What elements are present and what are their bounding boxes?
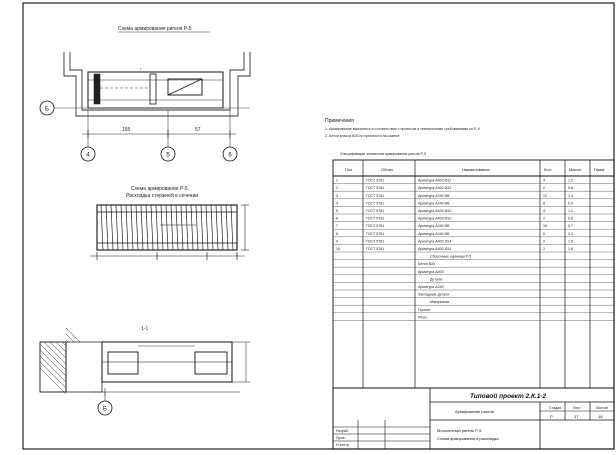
spec-extra-row: Бетон В25 — [418, 262, 436, 267]
hatch-line — [50, 342, 66, 358]
plan-dim-2: 57 — [195, 127, 201, 133]
drawing-desc-2: Схема армирования и раскладка — [437, 436, 499, 441]
svg-text:Масса: Масса — [569, 167, 581, 172]
hatch-line — [66, 334, 74, 342]
hatch-line — [44, 342, 66, 364]
spec-cell: ГОСТ 5781 — [366, 216, 385, 221]
cage-caption-1: Схема армирования Р-5 — [131, 186, 188, 192]
spec-cell: 1,4 — [568, 193, 573, 198]
notes-title: Примечания — [325, 118, 354, 124]
cage-view — [90, 186, 249, 260]
spec-row — [333, 201, 614, 206]
spec-cell: 1,6 — [568, 247, 573, 251]
spec-cell: 2 — [543, 216, 545, 221]
drawing-desc-1: Монолитный ригель Р-5 — [437, 428, 482, 433]
role-3: Н.контр. — [336, 443, 350, 447]
svg-text:Кол.: Кол. — [544, 167, 552, 172]
spec-cell: 2 — [543, 239, 545, 244]
spec-cell: 7 — [336, 224, 338, 229]
spec-cell: ГОСТ 5781 — [366, 201, 385, 206]
spec-cell: 4 — [543, 209, 545, 213]
section-view — [40, 326, 250, 415]
spec-cell: Арматура А400 Ø10 — [418, 216, 452, 221]
hatch-line — [56, 342, 66, 352]
spec-section-title: Материалы — [430, 300, 450, 305]
svg-text:Прим.: Прим. — [594, 167, 606, 172]
svg-text:5: 5 — [166, 152, 170, 159]
hatch-line — [66, 328, 80, 342]
spec-cell: 8 — [543, 201, 545, 206]
spec-cell: 0,9 — [568, 201, 573, 206]
spec-cell: 0,7 — [568, 224, 573, 229]
spec-body — [333, 179, 614, 321]
spec-cell: ГОСТ 5781 — [366, 178, 385, 183]
spec-cell: 1 — [336, 178, 338, 183]
spec-row — [333, 224, 614, 229]
svg-text:Поз.: Поз. — [345, 167, 353, 172]
spec-cell: ГОСТ 5781 — [366, 239, 385, 244]
spec-cell: 8 — [336, 231, 338, 236]
svg-text:Лист: Лист — [573, 406, 581, 410]
spec-cell: 2 — [336, 186, 338, 191]
spec-row — [333, 209, 614, 214]
drawing-name: Армирование ригеля — [455, 409, 494, 414]
plan-dim-1: 155 — [122, 127, 131, 133]
spec-cell: 0,3 — [568, 231, 573, 236]
spec-row — [333, 186, 614, 191]
sheet-number: 17 — [574, 414, 579, 419]
spec-cell: Арматура А240 Ø8 — [418, 201, 450, 206]
spec-cell: 12 — [543, 193, 547, 198]
spec-row — [333, 239, 614, 244]
spec-cell: 1,6 — [568, 239, 573, 244]
spec-cell: 4 — [336, 201, 338, 206]
spec-extra-row: Итого — [418, 315, 428, 320]
svg-text:Листов: Листов — [596, 406, 608, 410]
spec-section-title: Сборочные единицы Р-5 — [430, 254, 472, 259]
title-block — [333, 388, 614, 449]
plan-caption: Схема армирования ригеля Р-5 — [118, 26, 192, 32]
spec-row — [333, 179, 614, 184]
spec-cell: ГОСТ 5781 — [366, 186, 385, 191]
spec-extra-row: Арматура А400 — [418, 269, 444, 274]
spec-cell: Арматура А240 Ø6 — [418, 231, 450, 236]
spec-cell: 4 — [543, 178, 545, 183]
spec-cell: 0,6 — [568, 216, 573, 221]
svg-text:Наименование: Наименование — [462, 167, 490, 172]
spec-cell: 16 — [543, 224, 547, 229]
plan-view — [40, 26, 250, 161]
spec-cell: ГОСТ 5781 — [366, 224, 385, 229]
notes-line-2: 2. Бетон класса В25 по прочности на сжатие — [325, 134, 400, 138]
project-code: Типовой проект 2.К.1-2 — [470, 393, 547, 400]
spec-cell: Арматура А240 Ø8 — [418, 193, 450, 198]
spec-cell: Арматура А400 Ø14 — [418, 239, 452, 244]
spec-header-row — [345, 167, 605, 172]
spec-cell: Арматура А400 Ø10 — [418, 209, 452, 213]
spec-section-title: Детали — [430, 277, 443, 282]
spec-cell: Арматура А400 Ø12 — [418, 186, 452, 191]
spec-cell: 10 — [336, 247, 340, 251]
spec-extra-row: Прочее — [418, 307, 431, 312]
plan-note: ▪ — [140, 67, 142, 71]
notes-block — [325, 118, 480, 138]
svg-text:Б: Б — [45, 106, 49, 113]
spec-cell: 5 — [336, 209, 338, 213]
section-caption: 1-1 — [141, 326, 149, 332]
spec-cell: 2 — [543, 186, 545, 191]
svg-text:6: 6 — [228, 152, 232, 159]
spec-table — [333, 152, 614, 388]
svg-text:Обозн.: Обозн. — [381, 167, 394, 172]
spec-row — [333, 247, 614, 252]
spec-cell: Арматура А240 Ø6 — [418, 224, 450, 229]
spec-extra-row: Закладные детали — [418, 292, 450, 297]
role-2: Пров. — [336, 436, 346, 440]
cage-caption-2: Раскладка стержней в сечении — [126, 193, 199, 199]
spec-cell: ГОСТ 5781 — [366, 231, 385, 236]
svg-text:4: 4 — [86, 152, 90, 159]
spec-cell: Арматура А400 Ø12 — [418, 178, 452, 183]
spec-cell: 2 — [543, 247, 545, 251]
spec-cell: 3 — [336, 193, 338, 198]
spec-title: Спецификация элементов армирования ригеля Р-5 — [340, 152, 427, 156]
hatch-line — [62, 342, 66, 346]
spec-cell: ГОСТ 5781 — [366, 209, 385, 213]
spec-row — [333, 194, 614, 199]
notes-line-1: 1. Армирование выполнять в соответствии с проектом и техническими требованиями по Р-5 — [325, 127, 480, 131]
wall-hatch — [40, 328, 80, 394]
spec-cell: ГОСТ 5781 — [366, 193, 385, 198]
spec-cell: 0,8 — [568, 186, 573, 191]
spec-row — [333, 232, 614, 237]
sheet-count: 18 — [598, 414, 603, 419]
svg-text:Б: Б — [103, 406, 107, 413]
spec-extra-row: Арматура А240 — [418, 285, 444, 289]
role-1: Разраб. — [336, 429, 349, 433]
spec-row — [333, 217, 614, 222]
stage-value: Р — [550, 414, 553, 419]
svg-text:Стадия: Стадия — [549, 406, 562, 410]
spec-cell: ГОСТ 5781 — [366, 247, 385, 251]
spec-cell: 6 — [336, 216, 338, 221]
spec-cell: 6 — [543, 231, 545, 236]
spec-cell: 1,2 — [568, 178, 573, 183]
spec-cell: 1,1 — [568, 209, 573, 213]
spec-cell: 9 — [336, 239, 338, 244]
spec-cell: Арматура А400 Ø14 — [418, 247, 452, 251]
